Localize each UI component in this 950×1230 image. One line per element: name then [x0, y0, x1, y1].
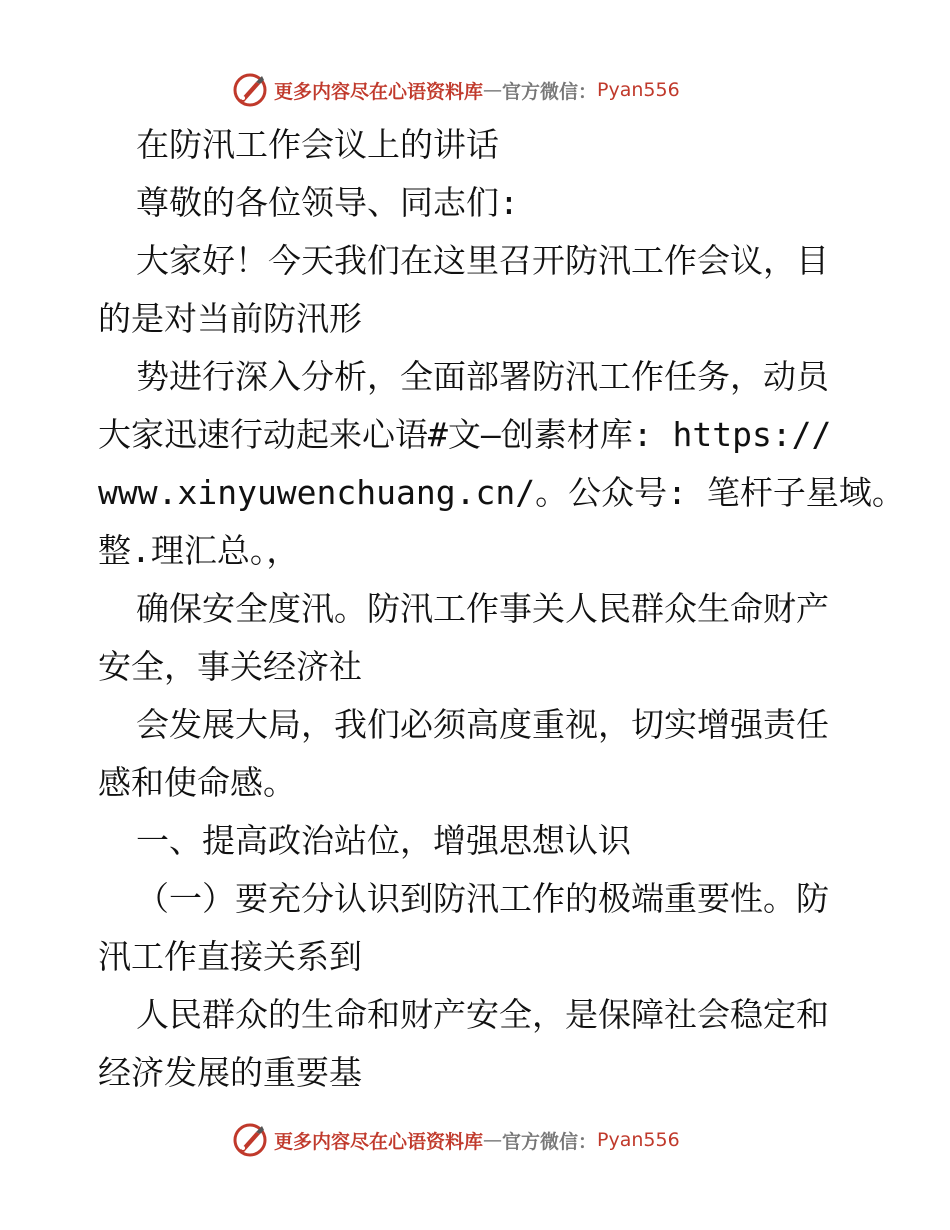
doc-line: 大家迅速行动起来心语#文—创素材库: https:// [98, 415, 832, 454]
section-heading: 一、提高政治站位，增强思想认识 [136, 821, 631, 860]
doc-line: （一）要充分认识到防汛工作的极端重要性。防 [136, 879, 829, 918]
doc-line: 大家好！今天我们在这里召开防汛工作会议，目 [136, 241, 829, 280]
banner-main-text: 更多内容尽在心语资料库 [274, 1130, 484, 1153]
doc-line: 感和使命感。 [98, 763, 296, 802]
banner-dash: — [483, 79, 503, 101]
doc-line: 经济发展的重要基 [98, 1053, 362, 1092]
banner-wechat-label: 官方微信： [502, 80, 598, 103]
doc-line: 整.理汇总。， [98, 531, 300, 570]
doc-line: 人民群众的生命和财产安全，是保障社会稳定和 [136, 995, 829, 1034]
banner-wechat-label: 官方微信： [502, 1130, 598, 1153]
doc-line: 汛工作直接关系到 [98, 937, 362, 976]
quill-logo-icon [232, 72, 268, 108]
banner-dash: — [483, 1129, 503, 1151]
doc-line: 尊敬的各位领导、同志们: [136, 183, 519, 222]
document-body [98, 116, 905, 1102]
doc-line: www.xinyuwenchuang.cn/。公众号: 笔杆子星域。 [98, 473, 905, 512]
banner-wechat-id: Pyan556 [597, 1129, 680, 1151]
quill-logo-icon [232, 1122, 268, 1158]
doc-title: 在防汛工作会议上的讲话 [136, 125, 499, 164]
doc-line: 势进行深入分析，全面部署防汛工作任务，动员 [136, 357, 829, 396]
doc-line: 确保安全度汛。防汛工作事关人民群众生命财产 [136, 589, 829, 628]
banner-wechat-id: Pyan556 [597, 79, 680, 101]
header-watermark-banner [232, 72, 680, 108]
footer-watermark-banner [232, 1122, 680, 1158]
doc-line: 会发展大局，我们必须高度重视，切实增强责任 [136, 705, 829, 744]
banner-main-text: 更多内容尽在心语资料库 [274, 80, 484, 103]
doc-line: 的是对当前防汛形 [98, 299, 362, 338]
doc-line: 安全，事关经济社 [98, 647, 362, 686]
